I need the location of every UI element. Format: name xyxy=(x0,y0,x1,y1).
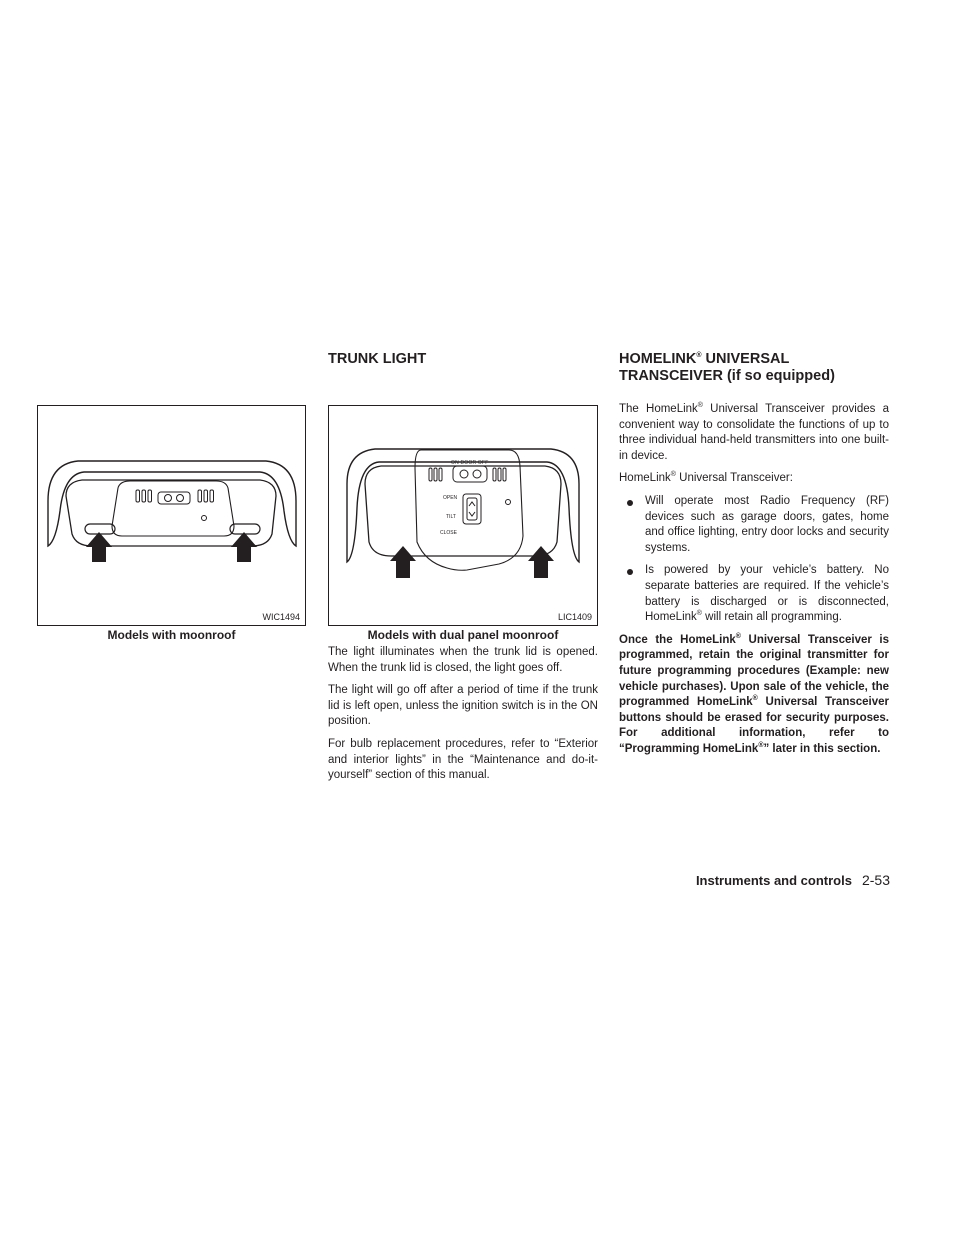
text: Universal Transceiver buttons should be erased for security purposes. For additional information, refer to “Programming HomeLink xyxy=(619,696,889,755)
paragraph: The light illuminates when the trunk lid is opened. When the trunk lid is closed, the light goes off. xyxy=(328,646,598,674)
list-item xyxy=(619,563,889,625)
homelink-heading-b: UNIVERSAL xyxy=(701,351,790,367)
figure-caption: Models with dual panel moonroof xyxy=(367,628,559,642)
homelink-body xyxy=(619,402,889,764)
overhead-console-illustration xyxy=(38,406,305,625)
paragraph: For bulb replacement procedures, refer to “Exterior and interior lights” in the “Maintenance and do-it-yourself” section of this manual. xyxy=(328,737,598,782)
text: will retain all programming. xyxy=(701,611,842,624)
switch-label-open: OPEN xyxy=(443,495,458,501)
paragraph xyxy=(619,471,889,487)
switch-label-close: CLOSE xyxy=(440,530,457,536)
reg-mark: ® xyxy=(696,352,702,360)
homelink-heading xyxy=(619,351,899,385)
reg-mark: ® xyxy=(670,471,676,479)
text: Universal Transceiver: xyxy=(675,472,793,485)
text: Once the HomeLink xyxy=(619,633,736,646)
bullet-list xyxy=(619,494,889,626)
figure-dual-panel-moonroof xyxy=(328,405,598,626)
text: ” later in this section. xyxy=(763,742,881,755)
homelink-heading-a: HOMELINK xyxy=(619,351,697,367)
trunk-light-heading: TRUNK LIGHT xyxy=(328,351,427,367)
reg-mark: ® xyxy=(752,695,758,703)
overhead-console-illustration xyxy=(329,406,597,625)
warning-paragraph xyxy=(619,633,889,758)
reg-mark: ® xyxy=(758,742,764,750)
figure-caption: Models with moonroof xyxy=(107,628,236,642)
text: HomeLink xyxy=(619,472,671,485)
footer-section: Instruments and controls xyxy=(695,873,852,888)
text: Is powered by your vehicle’s battery. No separate batteries are required. If the vehicle’s battery is discharged or is disconnected, HomeLink xyxy=(645,564,889,624)
reg-mark: ® xyxy=(735,632,741,640)
switch-label-on-door-off: ON DOOR OFF xyxy=(451,460,489,466)
bullet-icon xyxy=(627,500,633,506)
figure-moonroof xyxy=(37,405,306,626)
text: Will operate most Radio Frequency (RF) devices such as garage doors, gates, home and office lighting, entry door locks and security systems. xyxy=(645,494,889,554)
bullet-icon xyxy=(627,569,633,575)
homelink-heading-line2: TRANSCEIVER (if so equipped) xyxy=(619,368,835,384)
text: Universal Transceiver is programmed, retain the original transmitter for future programming procedures (Example: new vehicle purchases). Upon sale of the vehicle, the programmed HomeLink xyxy=(619,633,890,709)
reg-mark: ® xyxy=(696,610,702,618)
trunk-light-body xyxy=(328,645,598,791)
paragraph: The light will go off after a period of time if the trunk lid is left open, unless the ignition switch is in the ON position. xyxy=(328,684,598,728)
text: Universal Transceiver provides a convenient way to consolidate the functions of up to three individual hand-held transmitters into one built-in device. xyxy=(619,403,889,462)
list-item xyxy=(619,494,889,556)
switch-label-tilt: TILT xyxy=(446,514,456,520)
reg-mark: ® xyxy=(697,402,703,410)
page-footer xyxy=(696,872,890,888)
figure-code: LIC1409 xyxy=(557,612,592,622)
page-number: 2-53 xyxy=(861,872,890,888)
text: The HomeLink xyxy=(619,403,698,415)
paragraph xyxy=(619,402,889,464)
figure-code: WIC1494 xyxy=(262,612,300,622)
